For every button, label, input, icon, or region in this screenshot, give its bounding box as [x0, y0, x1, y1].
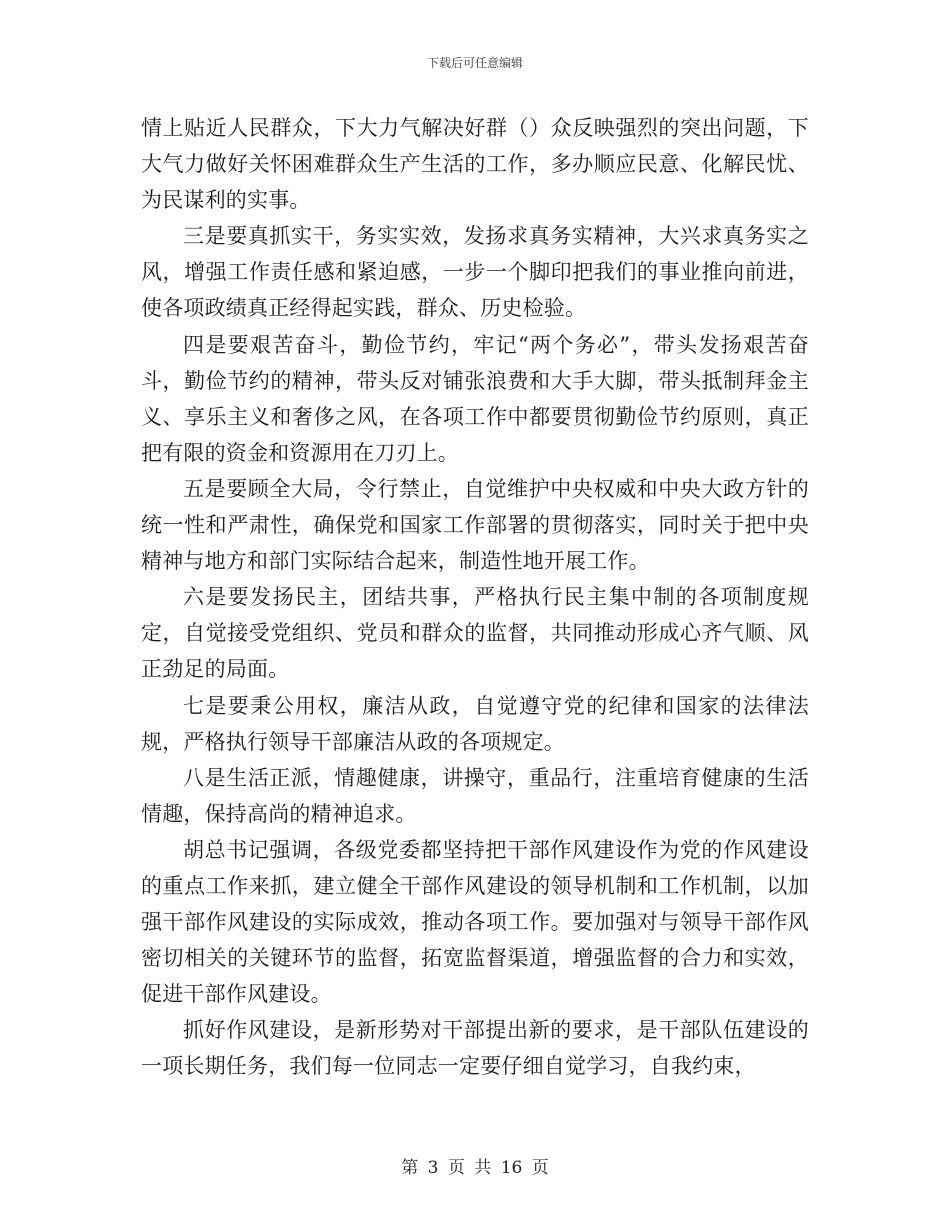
- footer-label-before: 第: [401, 1158, 419, 1178]
- paragraph-7: 八是生活正派，情趣健康，讲操守，重品行，注重培育健康的生活情趣，保持高尚的精神追求。: [141, 765, 809, 826]
- footer-label-middle: 页 共: [447, 1158, 492, 1178]
- paragraph-8: 胡总书记强调，各级党委都坚持把干部作风建设作为党的作风建设的重点工作来抓，建立健全干部作风建设的领导机制和工作机制，以加强干部作风建设的实际成效，推动各项工作。要加强对与领导干部作风密切相关的关键环节的监督，拓宽监督渠道，增强监督的合力和实效，促进干部作风建设。: [141, 837, 809, 1007]
- paragraph-3: 四是要艰苦奋斗，勤俭节约，牢记“两个务必”，带头发扬艰苦奋斗，勤俭节约的精神，带头反对铺张浪费和大手大脚，带头抵制拜金主义、享乐主义和奢侈之风，在各项工作中都要贯彻勤俭节约原则，真正把有限的资金和资源用在刀刃上。: [141, 332, 809, 465]
- footer-page-total: 16: [500, 1158, 523, 1178]
- header-note: 下载后可任意编辑: [426, 56, 523, 70]
- footer-label-after: 页: [531, 1158, 549, 1178]
- paragraph-5: 六是要发扬民主，团结共事，严格执行民主集中制的各项制度规定，自觉接受党组织、党员和群众的监督，共同推动形成心齐气顺、风正劲足的局面。: [141, 585, 809, 682]
- page-header: [0, 54, 950, 71]
- footer-page-current: 3: [427, 1158, 439, 1178]
- paragraph-6: 七是要秉公用权，廉洁从政，自觉遵守党的纪律和国家的法律法规，严格执行领导干部廉洁从政的各项规定。: [141, 693, 809, 754]
- paragraph-9: 抓好作风建设，是新形势对干部提出新的要求，是干部队伍建设的一项长期任务，我们每一位同志一定要仔细自觉学习，自我约束，: [141, 1018, 809, 1079]
- paragraph-1: 情上贴近人民群众，下大力气解决好群（）众反映强烈的突出问题，下大气力做好关怀困难群众生产生活的工作，多办顺应民意、化解民忧、为民谋利的实事。: [141, 116, 809, 213]
- document-body: [141, 110, 809, 1085]
- paragraph-2: 三是要真抓实干，务实实效，发扬求真务实精神，大兴求真务实之风，增强工作责任感和紧迫感，一步一个脚印把我们的事业推向前进，使各项政绩真正经得起实践，群众、历史检验。: [141, 224, 809, 321]
- paragraph-4: 五是要顾全大局，令行禁止，自觉维护中央权威和中央大政方针的统一性和严肃性，确保党和国家工作部署的贯彻落实，同时关于把中央精神与地方和部门实际结合起来，制造性地开展工作。: [141, 476, 809, 574]
- page-footer: [0, 1153, 950, 1178]
